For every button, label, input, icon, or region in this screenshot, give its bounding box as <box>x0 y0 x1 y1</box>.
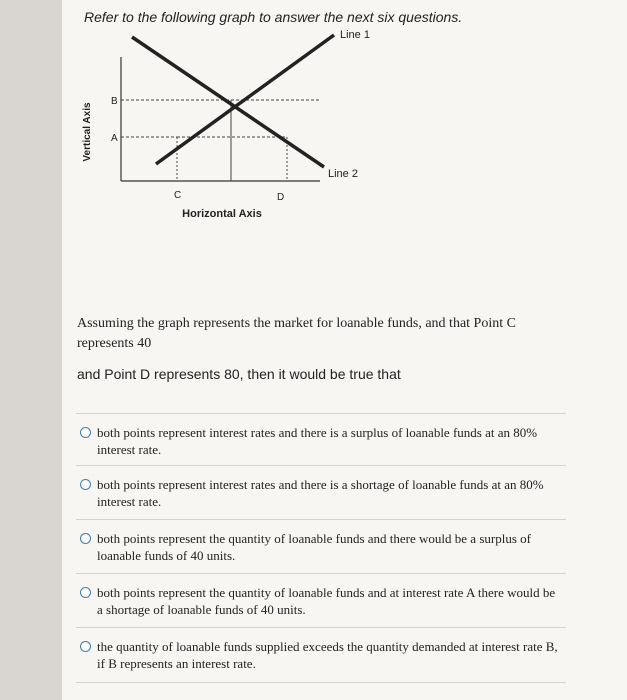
line-2 <box>132 37 324 167</box>
divider <box>76 519 566 520</box>
intro-text: Refer to the following graph to answer the next six questions. <box>84 9 463 25</box>
divider <box>76 573 566 574</box>
line-2-label: Line 2 <box>328 168 358 180</box>
option-label: both points represent the quantity of loanable funds and there would be a surplus of loanable funds of 40 units. <box>97 531 531 563</box>
option-label: both points represent interest rates and there is a surplus of loanable funds at an 80% interest rate. <box>97 425 538 457</box>
divider <box>76 413 566 414</box>
question-text-2: and Point D represents 80, then it would be true that <box>77 366 401 382</box>
answer-option-1[interactable] <box>80 424 560 458</box>
answer-option-2[interactable] <box>80 476 560 510</box>
answer-option-5[interactable] <box>80 638 560 672</box>
point-d-label: D <box>277 192 285 203</box>
divider <box>76 465 566 466</box>
option-label: the quantity of loanable funds supplied exceeds the quantity demanded at interest rate B, if B represents an interest rate. <box>97 639 558 671</box>
supply-demand-graph <box>70 22 390 227</box>
radio-circle-icon[interactable] <box>80 641 91 652</box>
answer-option-4[interactable] <box>80 584 560 618</box>
radio-circle-icon[interactable] <box>80 427 91 438</box>
line-1-label: Line 1 <box>340 29 370 41</box>
option-label: both points represent interest rates and there is a shortage of loanable funds at an 80% interest rate. <box>97 477 544 509</box>
radio-circle-icon[interactable] <box>80 479 91 490</box>
x-axis-label: Horizontal Axis <box>182 208 262 220</box>
question-text-1: Assuming the graph represents the market for loanable funds, and that Point C represents 40 <box>77 316 516 351</box>
point-b-label: B <box>111 96 118 107</box>
radio-circle-icon[interactable] <box>80 533 91 544</box>
option-label: both points represent the quantity of loanable funds and at interest rate A there would be a shortage of loanable funds of 40 units. <box>97 585 556 617</box>
point-c-label: C <box>174 190 182 201</box>
point-a-label: A <box>111 133 118 144</box>
divider <box>76 627 566 628</box>
answer-option-3[interactable] <box>80 530 560 564</box>
y-axis-label: Vertical Axis <box>82 102 93 162</box>
radio-circle-icon[interactable] <box>80 587 91 598</box>
divider <box>76 682 566 683</box>
